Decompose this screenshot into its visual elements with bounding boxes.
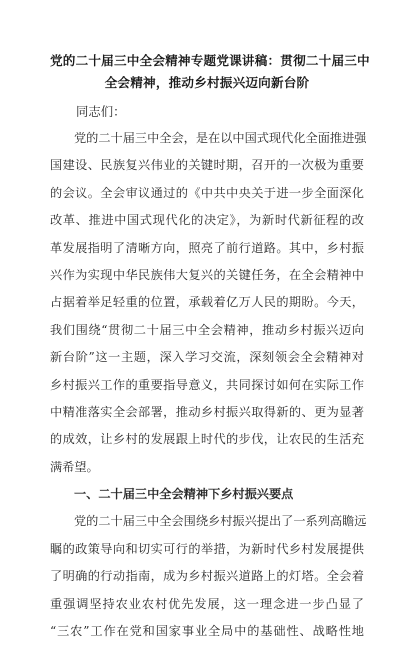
- text-line: 革发展指明了清晰方向，照亮了前行道路。其中，乡村振: [50, 240, 364, 255]
- text-line: 中精准落实全会部署，推动乡村振兴取得新的、更为显著: [50, 404, 364, 419]
- text-line: 乡村振兴工作的重要指导意义，共同探讨如何在实际工作: [50, 377, 364, 392]
- title-line: 全会精神，推动乡村振兴迈向新台阶: [104, 75, 310, 90]
- text-line: 的成效，让乡村的发展跟上时代的步伐，让农民的生活充: [50, 432, 364, 447]
- paragraph-section-1: [50, 508, 367, 645]
- text-line: 瞩的政策导向和切实可行的举措，为新时代乡村发展提供: [50, 541, 364, 556]
- text-line: 了明确的行动指南，成为乡村振兴道路上的灯塔。全会着: [50, 569, 364, 584]
- text-line: 新台阶”这一主题，深入学习交流，深刻领会全会精神对: [50, 350, 364, 365]
- text-line: 占据着举足轻重的位置，承载着亿万人民的期盼。今天，: [50, 295, 364, 310]
- text-line: 兴作为实现中华民族伟大复兴的关键任务，在全会精神中: [50, 267, 364, 282]
- text-line: 的会议。全会审议通过的《中共中央关于进一步全面深化: [50, 185, 364, 200]
- document-title: [50, 50, 370, 94]
- text-line: 重强调坚持农业农村优先发展，这一理念进一步凸显了: [50, 596, 364, 611]
- text-line: 满希望。: [50, 459, 99, 474]
- title-line: 党的二十届三中全会精神专题党课讲稿：贯彻二十届三中: [50, 53, 370, 68]
- paragraph-intro: [50, 125, 367, 481]
- text-line: 改革、推进中国式现代化的决定》，为新时代新征程的改: [50, 213, 364, 228]
- text-line: 党的二十届三中全会，是在以中国式现代化全面推进强: [74, 131, 367, 145]
- text-line: 国建设、民族复兴伟业的关键时期，召开的一次极为重要: [50, 158, 364, 173]
- text-line: “三农”工作在党和国家事业全局中的基础性、战略性地: [50, 624, 364, 639]
- section-heading: 一、二十届三中全会精神下乡村振兴要点: [74, 487, 294, 502]
- text-line: 我们围绕“贯彻二十届三中全会精神，推动乡村振兴迈向: [50, 322, 364, 337]
- salutation: 同志们：: [76, 104, 126, 119]
- text-line: 党的二十届三中全会围绕乡村振兴提出了一系列高瞻远: [74, 514, 367, 529]
